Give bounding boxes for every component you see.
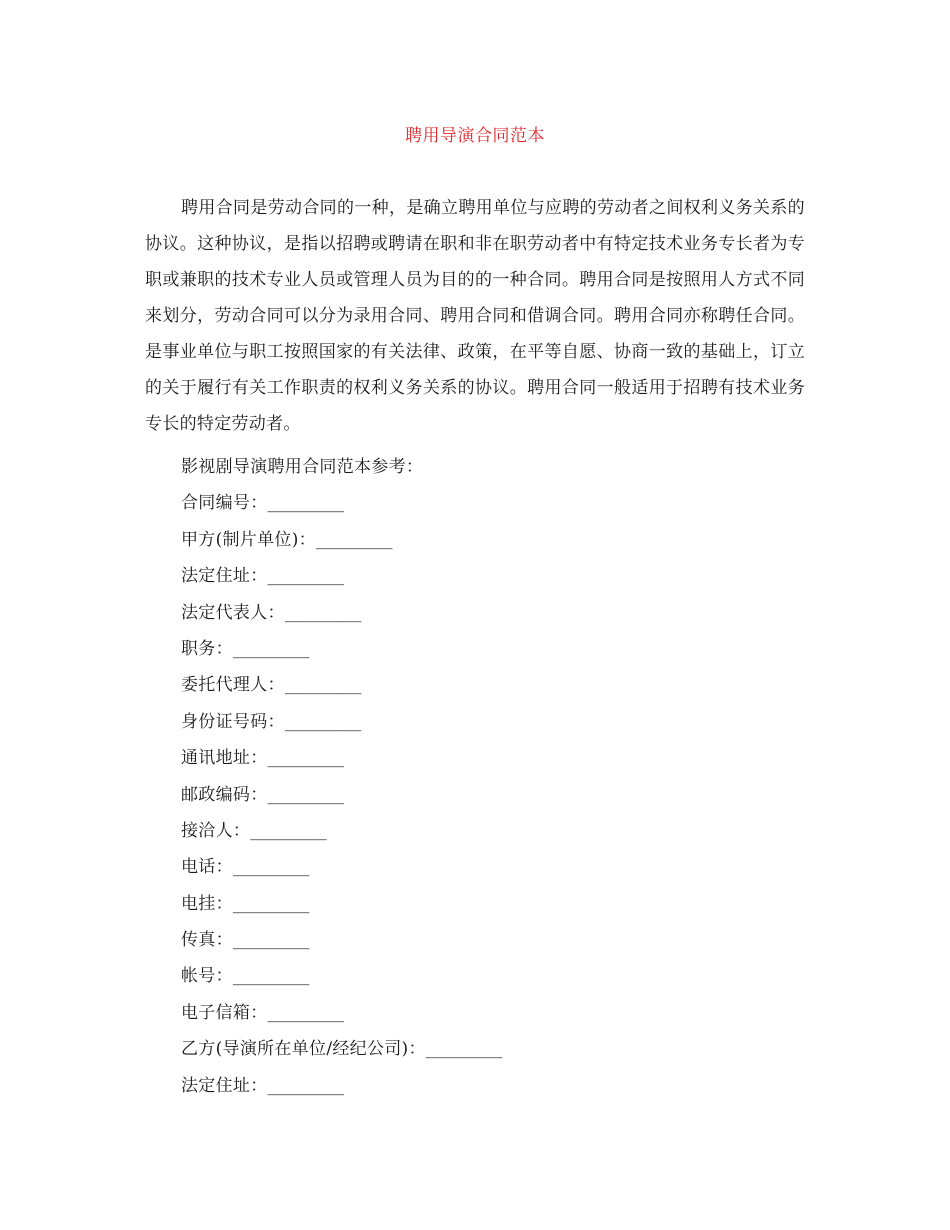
field-label: 电挂： <box>181 893 233 914</box>
field-line-reference-heading <box>181 449 502 485</box>
document-title: 聘用导演合同范本 <box>405 126 545 146</box>
field-line-legal-representative <box>181 595 502 631</box>
field-blank: _________ <box>315 529 393 550</box>
field-label: 电话： <box>181 857 233 878</box>
field-blank: _________ <box>425 1039 503 1060</box>
intro-paragraph: 聘用合同是劳动合同的一种，是确立聘用单位与应聘的劳动者之间权利义务关系的协议。这种协议，是指以招聘或聘请在职和非在职劳动者中有特定技术业务专长者为专职或兼职的技术专业人员或管理人员为目的的一种合同。聘用合同是按照用人方式不同来划分，劳动合同可以分为录用合同、聘用合同和借调合同。聘用合同亦称聘任合同。是事业单位与职工按照国家的有关法律、政策，在平等自愿、协商一致的基础上，订立的关于履行有关工作职责的权利义务关系的协议。聘用合同一般适用于招聘有技术业务专长的特定劳动者。 <box>145 198 805 434</box>
field-blank: _________ <box>250 820 327 841</box>
field-blank: _________ <box>232 893 310 914</box>
field-line-mailing-address <box>181 740 502 776</box>
field-label: 职务： <box>181 638 233 659</box>
field-label: 影视剧导演聘用合同范本参考： <box>181 457 424 477</box>
field-blank: _________ <box>232 966 310 987</box>
field-line-legal-address-b <box>181 1068 502 1104</box>
field-blank: _________ <box>284 602 362 623</box>
field-label: 合同编号： <box>181 493 268 514</box>
field-line-id-number <box>181 704 502 740</box>
field-blank: _________ <box>284 675 362 696</box>
field-blank: _________ <box>267 493 344 514</box>
field-label: 委托代理人： <box>181 675 285 696</box>
field-line-position <box>181 631 502 667</box>
field-label: 法定代表人： <box>181 602 285 623</box>
field-label: 帐号： <box>181 966 233 987</box>
field-blank: _________ <box>232 857 310 878</box>
field-line-party-a <box>181 522 502 558</box>
field-label: 法定住址： <box>181 566 268 587</box>
field-blank: _________ <box>232 638 310 659</box>
field-label: 甲方(制片单位)： <box>181 529 316 550</box>
field-blank: _________ <box>267 784 344 805</box>
field-blank: _________ <box>267 1075 344 1096</box>
field-line-legal-address <box>181 558 502 594</box>
field-line-authorized-agent <box>181 667 502 703</box>
field-line-phone <box>181 849 502 885</box>
field-blank: _________ <box>267 1002 344 1023</box>
field-line-account <box>181 958 502 994</box>
field-label: 身份证号码： <box>181 711 285 732</box>
field-blank: _________ <box>267 566 344 587</box>
field-line-fax <box>181 922 502 958</box>
field-line-postal-code <box>181 777 502 813</box>
field-line-contract-number <box>181 485 502 521</box>
field-line-contact-person <box>181 813 502 849</box>
field-label: 法定住址： <box>181 1075 268 1096</box>
field-label: 通讯地址： <box>181 748 268 769</box>
field-blank: _________ <box>284 711 362 732</box>
contract-field-list <box>181 449 502 1104</box>
field-blank: _________ <box>267 748 344 769</box>
field-label: 接洽人： <box>181 820 251 841</box>
field-line-cable <box>181 886 502 922</box>
field-label: 电子信箱： <box>181 1002 268 1023</box>
field-label: 传真： <box>181 930 233 951</box>
field-label: 乙方(导演所在单位/经纪公司)： <box>181 1039 426 1060</box>
field-label: 邮政编码： <box>181 784 268 805</box>
field-line-email <box>181 995 502 1031</box>
field-line-party-b <box>181 1031 502 1067</box>
field-blank: _________ <box>232 930 310 951</box>
